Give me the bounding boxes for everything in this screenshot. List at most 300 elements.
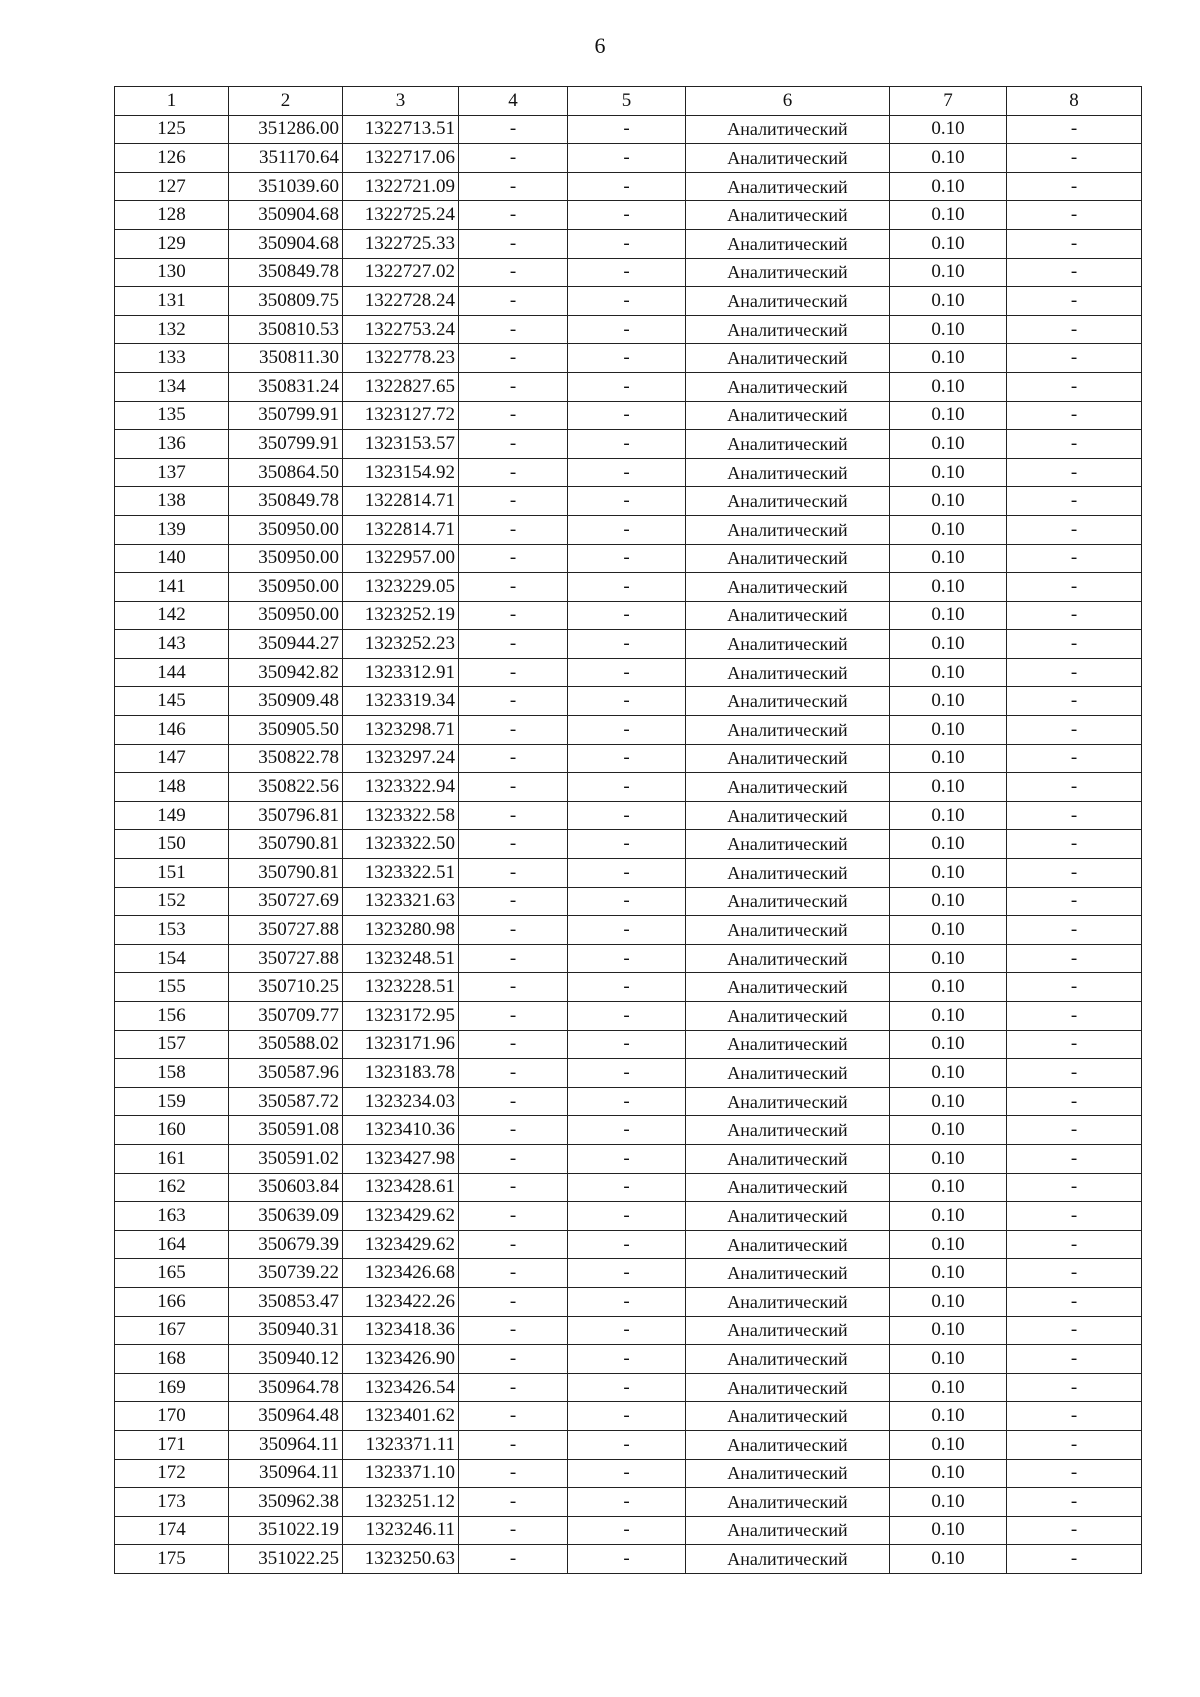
col4-cell: - — [459, 1402, 568, 1431]
col5-cell: - — [568, 144, 686, 173]
col4-cell: - — [459, 658, 568, 687]
table-row — [115, 887, 1142, 916]
point-number-cell: 168 — [115, 1345, 229, 1374]
col4-cell: - — [459, 1516, 568, 1545]
method-cell: Аналитический — [686, 887, 890, 916]
column-header: 4 — [459, 87, 568, 116]
y-coordinate-cell: 1323322.50 — [343, 830, 459, 859]
accuracy-cell: 0.10 — [890, 916, 1007, 945]
col8-cell: - — [1007, 401, 1142, 430]
col4-cell: - — [459, 315, 568, 344]
y-coordinate-cell: 1323252.19 — [343, 601, 459, 630]
table-row — [115, 315, 1142, 344]
method-cell: Аналитический — [686, 287, 890, 316]
x-coordinate-cell: 350809.75 — [229, 287, 343, 316]
col8-cell: - — [1007, 1059, 1142, 1088]
point-number-cell: 145 — [115, 687, 229, 716]
table-row — [115, 344, 1142, 373]
table-row — [115, 372, 1142, 401]
table-body — [115, 115, 1142, 1573]
method-cell: Аналитический — [686, 1030, 890, 1059]
point-number-cell: 134 — [115, 372, 229, 401]
point-number-cell: 137 — [115, 458, 229, 487]
col5-cell: - — [568, 573, 686, 602]
col5-cell: - — [568, 1144, 686, 1173]
accuracy-cell: 0.10 — [890, 658, 1007, 687]
y-coordinate-cell: 1322778.23 — [343, 344, 459, 373]
table-row — [115, 773, 1142, 802]
method-cell: Аналитический — [686, 258, 890, 287]
point-number-cell: 159 — [115, 1087, 229, 1116]
accuracy-cell: 0.10 — [890, 430, 1007, 459]
accuracy-cell: 0.10 — [890, 372, 1007, 401]
method-cell: Аналитический — [686, 1202, 890, 1231]
column-header: 8 — [1007, 87, 1142, 116]
accuracy-cell: 0.10 — [890, 458, 1007, 487]
col8-cell: - — [1007, 658, 1142, 687]
x-coordinate-cell: 350709.77 — [229, 1002, 343, 1031]
y-coordinate-cell: 1323251.12 — [343, 1488, 459, 1517]
y-coordinate-cell: 1322814.71 — [343, 515, 459, 544]
col5-cell: - — [568, 258, 686, 287]
column-header: 6 — [686, 87, 890, 116]
col5-cell: - — [568, 1259, 686, 1288]
x-coordinate-cell: 350822.56 — [229, 773, 343, 802]
point-number-cell: 130 — [115, 258, 229, 287]
x-coordinate-cell: 351039.60 — [229, 172, 343, 201]
accuracy-cell: 0.10 — [890, 801, 1007, 830]
col4-cell: - — [459, 1030, 568, 1059]
table-row — [115, 1516, 1142, 1545]
method-cell: Аналитический — [686, 1002, 890, 1031]
point-number-cell: 133 — [115, 344, 229, 373]
accuracy-cell: 0.10 — [890, 487, 1007, 516]
col4-cell: - — [459, 515, 568, 544]
col8-cell: - — [1007, 1173, 1142, 1202]
col5-cell: - — [568, 887, 686, 916]
x-coordinate-cell: 350799.91 — [229, 430, 343, 459]
x-coordinate-cell: 350790.81 — [229, 830, 343, 859]
table-row — [115, 1316, 1142, 1345]
method-cell: Аналитический — [686, 1116, 890, 1145]
x-coordinate-cell: 350811.30 — [229, 344, 343, 373]
col5-cell: - — [568, 1287, 686, 1316]
col8-cell: - — [1007, 573, 1142, 602]
method-cell: Аналитический — [686, 1087, 890, 1116]
accuracy-cell: 0.10 — [890, 1373, 1007, 1402]
y-coordinate-cell: 1323322.94 — [343, 773, 459, 802]
col8-cell: - — [1007, 1402, 1142, 1431]
y-coordinate-cell: 1323410.36 — [343, 1116, 459, 1145]
y-coordinate-cell: 1322713.51 — [343, 115, 459, 144]
point-number-cell: 151 — [115, 859, 229, 888]
accuracy-cell: 0.10 — [890, 1087, 1007, 1116]
col5-cell: - — [568, 1173, 686, 1202]
point-number-cell: 125 — [115, 115, 229, 144]
accuracy-cell: 0.10 — [890, 401, 1007, 430]
col4-cell: - — [459, 372, 568, 401]
x-coordinate-cell: 350964.48 — [229, 1402, 343, 1431]
col8-cell: - — [1007, 1430, 1142, 1459]
table-row — [115, 1545, 1142, 1574]
point-number-cell: 174 — [115, 1516, 229, 1545]
col5-cell: - — [568, 1230, 686, 1259]
accuracy-cell: 0.10 — [890, 1287, 1007, 1316]
x-coordinate-cell: 350950.00 — [229, 515, 343, 544]
accuracy-cell: 0.10 — [890, 1059, 1007, 1088]
point-number-cell: 150 — [115, 830, 229, 859]
y-coordinate-cell: 1322728.24 — [343, 287, 459, 316]
accuracy-cell: 0.10 — [890, 144, 1007, 173]
col5-cell: - — [568, 973, 686, 1002]
col5-cell: - — [568, 115, 686, 144]
table-row — [115, 1059, 1142, 1088]
col4-cell: - — [459, 344, 568, 373]
point-number-cell: 128 — [115, 201, 229, 230]
method-cell: Аналитический — [686, 1287, 890, 1316]
point-number-cell: 140 — [115, 544, 229, 573]
x-coordinate-cell: 350799.91 — [229, 401, 343, 430]
accuracy-cell: 0.10 — [890, 830, 1007, 859]
col4-cell: - — [459, 1545, 568, 1574]
table-row — [115, 1287, 1142, 1316]
col5-cell: - — [568, 1059, 686, 1088]
table-row — [115, 515, 1142, 544]
method-cell: Аналитический — [686, 401, 890, 430]
table-row — [115, 458, 1142, 487]
y-coordinate-cell: 1323248.51 — [343, 944, 459, 973]
y-coordinate-cell: 1323172.95 — [343, 1002, 459, 1031]
x-coordinate-cell: 350739.22 — [229, 1259, 343, 1288]
col4-cell: - — [459, 1144, 568, 1173]
col8-cell: - — [1007, 344, 1142, 373]
col5-cell: - — [568, 430, 686, 459]
accuracy-cell: 0.10 — [890, 344, 1007, 373]
table-row — [115, 1230, 1142, 1259]
y-coordinate-cell: 1323280.98 — [343, 916, 459, 945]
col4-cell: - — [459, 630, 568, 659]
col5-cell: - — [568, 544, 686, 573]
point-number-cell: 131 — [115, 287, 229, 316]
point-number-cell: 148 — [115, 773, 229, 802]
method-cell: Аналитический — [686, 1345, 890, 1374]
col8-cell: - — [1007, 630, 1142, 659]
accuracy-cell: 0.10 — [890, 1430, 1007, 1459]
x-coordinate-cell: 350964.78 — [229, 1373, 343, 1402]
accuracy-cell: 0.10 — [890, 1545, 1007, 1574]
col8-cell: - — [1007, 859, 1142, 888]
point-number-cell: 136 — [115, 430, 229, 459]
table-row — [115, 487, 1142, 516]
accuracy-cell: 0.10 — [890, 258, 1007, 287]
col8-cell: - — [1007, 229, 1142, 258]
col8-cell: - — [1007, 201, 1142, 230]
accuracy-cell: 0.10 — [890, 1316, 1007, 1345]
table-row — [115, 1173, 1142, 1202]
point-number-cell: 149 — [115, 801, 229, 830]
col5-cell: - — [568, 1516, 686, 1545]
y-coordinate-cell: 1323250.63 — [343, 1545, 459, 1574]
col5-cell: - — [568, 229, 686, 258]
col8-cell: - — [1007, 1230, 1142, 1259]
y-coordinate-cell: 1323234.03 — [343, 1087, 459, 1116]
col8-cell: - — [1007, 887, 1142, 916]
x-coordinate-cell: 350810.53 — [229, 315, 343, 344]
y-coordinate-cell: 1323322.51 — [343, 859, 459, 888]
accuracy-cell: 0.10 — [890, 172, 1007, 201]
x-coordinate-cell: 350962.38 — [229, 1488, 343, 1517]
table-row — [115, 744, 1142, 773]
accuracy-cell: 0.10 — [890, 773, 1007, 802]
method-cell: Аналитический — [686, 172, 890, 201]
col5-cell: - — [568, 830, 686, 859]
method-cell: Аналитический — [686, 1402, 890, 1431]
y-coordinate-cell: 1323228.51 — [343, 973, 459, 1002]
column-header: 3 — [343, 87, 459, 116]
method-cell: Аналитический — [686, 830, 890, 859]
table-row — [115, 401, 1142, 430]
accuracy-cell: 0.10 — [890, 1488, 1007, 1517]
col4-cell: - — [459, 487, 568, 516]
table-row — [115, 1030, 1142, 1059]
y-coordinate-cell: 1322727.02 — [343, 258, 459, 287]
x-coordinate-cell: 350940.31 — [229, 1316, 343, 1345]
point-number-cell: 135 — [115, 401, 229, 430]
col4-cell: - — [459, 144, 568, 173]
x-coordinate-cell: 351022.25 — [229, 1545, 343, 1574]
x-coordinate-cell: 350831.24 — [229, 372, 343, 401]
x-coordinate-cell: 350904.68 — [229, 229, 343, 258]
col5-cell: - — [568, 487, 686, 516]
table-row — [115, 573, 1142, 602]
col8-cell: - — [1007, 744, 1142, 773]
table-row — [115, 1259, 1142, 1288]
col4-cell: - — [459, 887, 568, 916]
col4-cell: - — [459, 430, 568, 459]
y-coordinate-cell: 1323422.26 — [343, 1287, 459, 1316]
y-coordinate-cell: 1323171.96 — [343, 1030, 459, 1059]
col4-cell: - — [459, 201, 568, 230]
col4-cell: - — [459, 1259, 568, 1288]
table-row — [115, 801, 1142, 830]
y-coordinate-cell: 1322725.33 — [343, 229, 459, 258]
table-row — [115, 1459, 1142, 1488]
col4-cell: - — [459, 544, 568, 573]
col4-cell: - — [459, 1087, 568, 1116]
table-row — [115, 287, 1142, 316]
column-header: 2 — [229, 87, 343, 116]
table-row — [115, 1345, 1142, 1374]
accuracy-cell: 0.10 — [890, 1002, 1007, 1031]
point-number-cell: 172 — [115, 1459, 229, 1488]
col8-cell: - — [1007, 601, 1142, 630]
method-cell: Аналитический — [686, 430, 890, 459]
col8-cell: - — [1007, 258, 1142, 287]
point-number-cell: 158 — [115, 1059, 229, 1088]
method-cell: Аналитический — [686, 315, 890, 344]
method-cell: Аналитический — [686, 916, 890, 945]
point-number-cell: 155 — [115, 973, 229, 1002]
method-cell: Аналитический — [686, 229, 890, 258]
x-coordinate-cell: 350587.96 — [229, 1059, 343, 1088]
col4-cell: - — [459, 401, 568, 430]
point-number-cell: 152 — [115, 887, 229, 916]
x-coordinate-cell: 350727.69 — [229, 887, 343, 916]
col5-cell: - — [568, 1202, 686, 1231]
method-cell: Аналитический — [686, 716, 890, 745]
col8-cell: - — [1007, 1316, 1142, 1345]
accuracy-cell: 0.10 — [890, 744, 1007, 773]
table-row — [115, 115, 1142, 144]
col5-cell: - — [568, 287, 686, 316]
table-header-row — [115, 87, 1142, 116]
col4-cell: - — [459, 115, 568, 144]
col5-cell: - — [568, 859, 686, 888]
x-coordinate-cell: 350942.82 — [229, 658, 343, 687]
accuracy-cell: 0.10 — [890, 115, 1007, 144]
x-coordinate-cell: 350950.00 — [229, 601, 343, 630]
col4-cell: - — [459, 1316, 568, 1345]
y-coordinate-cell: 1323418.36 — [343, 1316, 459, 1345]
col8-cell: - — [1007, 544, 1142, 573]
method-cell: Аналитический — [686, 344, 890, 373]
col5-cell: - — [568, 1488, 686, 1517]
point-number-cell: 132 — [115, 315, 229, 344]
table-row — [115, 1002, 1142, 1031]
col8-cell: - — [1007, 430, 1142, 459]
table-row — [115, 830, 1142, 859]
col8-cell: - — [1007, 916, 1142, 945]
method-cell: Аналитический — [686, 458, 890, 487]
col4-cell: - — [459, 859, 568, 888]
accuracy-cell: 0.10 — [890, 287, 1007, 316]
x-coordinate-cell: 350905.50 — [229, 716, 343, 745]
method-cell: Аналитический — [686, 515, 890, 544]
col8-cell: - — [1007, 773, 1142, 802]
x-coordinate-cell: 350679.39 — [229, 1230, 343, 1259]
method-cell: Аналитический — [686, 487, 890, 516]
point-number-cell: 164 — [115, 1230, 229, 1259]
coordinates-table — [114, 86, 1142, 1574]
col8-cell: - — [1007, 458, 1142, 487]
col5-cell: - — [568, 1316, 686, 1345]
col8-cell: - — [1007, 1259, 1142, 1288]
col8-cell: - — [1007, 830, 1142, 859]
method-cell: Аналитический — [686, 201, 890, 230]
method-cell: Аналитический — [686, 1059, 890, 1088]
accuracy-cell: 0.10 — [890, 973, 1007, 1002]
col4-cell: - — [459, 1173, 568, 1202]
method-cell: Аналитический — [686, 372, 890, 401]
col8-cell: - — [1007, 144, 1142, 173]
table-row — [115, 544, 1142, 573]
method-cell: Аналитический — [686, 973, 890, 1002]
col5-cell: - — [568, 773, 686, 802]
col5-cell: - — [568, 372, 686, 401]
x-coordinate-cell: 351170.64 — [229, 144, 343, 173]
col4-cell: - — [459, 801, 568, 830]
y-coordinate-cell: 1323426.68 — [343, 1259, 459, 1288]
col5-cell: - — [568, 744, 686, 773]
y-coordinate-cell: 1323252.23 — [343, 630, 459, 659]
y-coordinate-cell: 1322717.06 — [343, 144, 459, 173]
col5-cell: - — [568, 601, 686, 630]
col5-cell: - — [568, 1545, 686, 1574]
point-number-cell: 162 — [115, 1173, 229, 1202]
x-coordinate-cell: 350944.27 — [229, 630, 343, 659]
table-row — [115, 1116, 1142, 1145]
col4-cell: - — [459, 1202, 568, 1231]
y-coordinate-cell: 1323153.57 — [343, 430, 459, 459]
col8-cell: - — [1007, 687, 1142, 716]
col4-cell: - — [459, 830, 568, 859]
col8-cell: - — [1007, 1488, 1142, 1517]
y-coordinate-cell: 1323127.72 — [343, 401, 459, 430]
y-coordinate-cell: 1323428.61 — [343, 1173, 459, 1202]
y-coordinate-cell: 1323429.62 — [343, 1202, 459, 1231]
method-cell: Аналитический — [686, 1373, 890, 1402]
accuracy-cell: 0.10 — [890, 229, 1007, 258]
col8-cell: - — [1007, 372, 1142, 401]
col4-cell: - — [459, 944, 568, 973]
method-cell: Аналитический — [686, 1259, 890, 1288]
accuracy-cell: 0.10 — [890, 1516, 1007, 1545]
accuracy-cell: 0.10 — [890, 887, 1007, 916]
col8-cell: - — [1007, 944, 1142, 973]
accuracy-cell: 0.10 — [890, 515, 1007, 544]
point-number-cell: 169 — [115, 1373, 229, 1402]
col4-cell: - — [459, 573, 568, 602]
col5-cell: - — [568, 1345, 686, 1374]
y-coordinate-cell: 1323319.34 — [343, 687, 459, 716]
accuracy-cell: 0.10 — [890, 1402, 1007, 1431]
accuracy-cell: 0.10 — [890, 544, 1007, 573]
y-coordinate-cell: 1322814.71 — [343, 487, 459, 516]
col5-cell: - — [568, 1030, 686, 1059]
point-number-cell: 156 — [115, 1002, 229, 1031]
method-cell: Аналитический — [686, 601, 890, 630]
y-coordinate-cell: 1323426.54 — [343, 1373, 459, 1402]
point-number-cell: 138 — [115, 487, 229, 516]
col5-cell: - — [568, 1087, 686, 1116]
point-number-cell: 167 — [115, 1316, 229, 1345]
col8-cell: - — [1007, 1030, 1142, 1059]
x-coordinate-cell: 350864.50 — [229, 458, 343, 487]
col5-cell: - — [568, 630, 686, 659]
method-cell: Аналитический — [686, 144, 890, 173]
table-row — [115, 201, 1142, 230]
point-number-cell: 171 — [115, 1430, 229, 1459]
x-coordinate-cell: 350587.72 — [229, 1087, 343, 1116]
table-row — [115, 944, 1142, 973]
accuracy-cell: 0.10 — [890, 1030, 1007, 1059]
x-coordinate-cell: 350849.78 — [229, 258, 343, 287]
table-row — [115, 1202, 1142, 1231]
method-cell: Аналитический — [686, 544, 890, 573]
table-row — [115, 1402, 1142, 1431]
col5-cell: - — [568, 315, 686, 344]
y-coordinate-cell: 1323429.62 — [343, 1230, 459, 1259]
point-number-cell: 143 — [115, 630, 229, 659]
col8-cell: - — [1007, 1087, 1142, 1116]
col4-cell: - — [459, 916, 568, 945]
point-number-cell: 175 — [115, 1545, 229, 1574]
accuracy-cell: 0.10 — [890, 944, 1007, 973]
accuracy-cell: 0.10 — [890, 1259, 1007, 1288]
col5-cell: - — [568, 344, 686, 373]
col5-cell: - — [568, 1373, 686, 1402]
method-cell: Аналитический — [686, 801, 890, 830]
